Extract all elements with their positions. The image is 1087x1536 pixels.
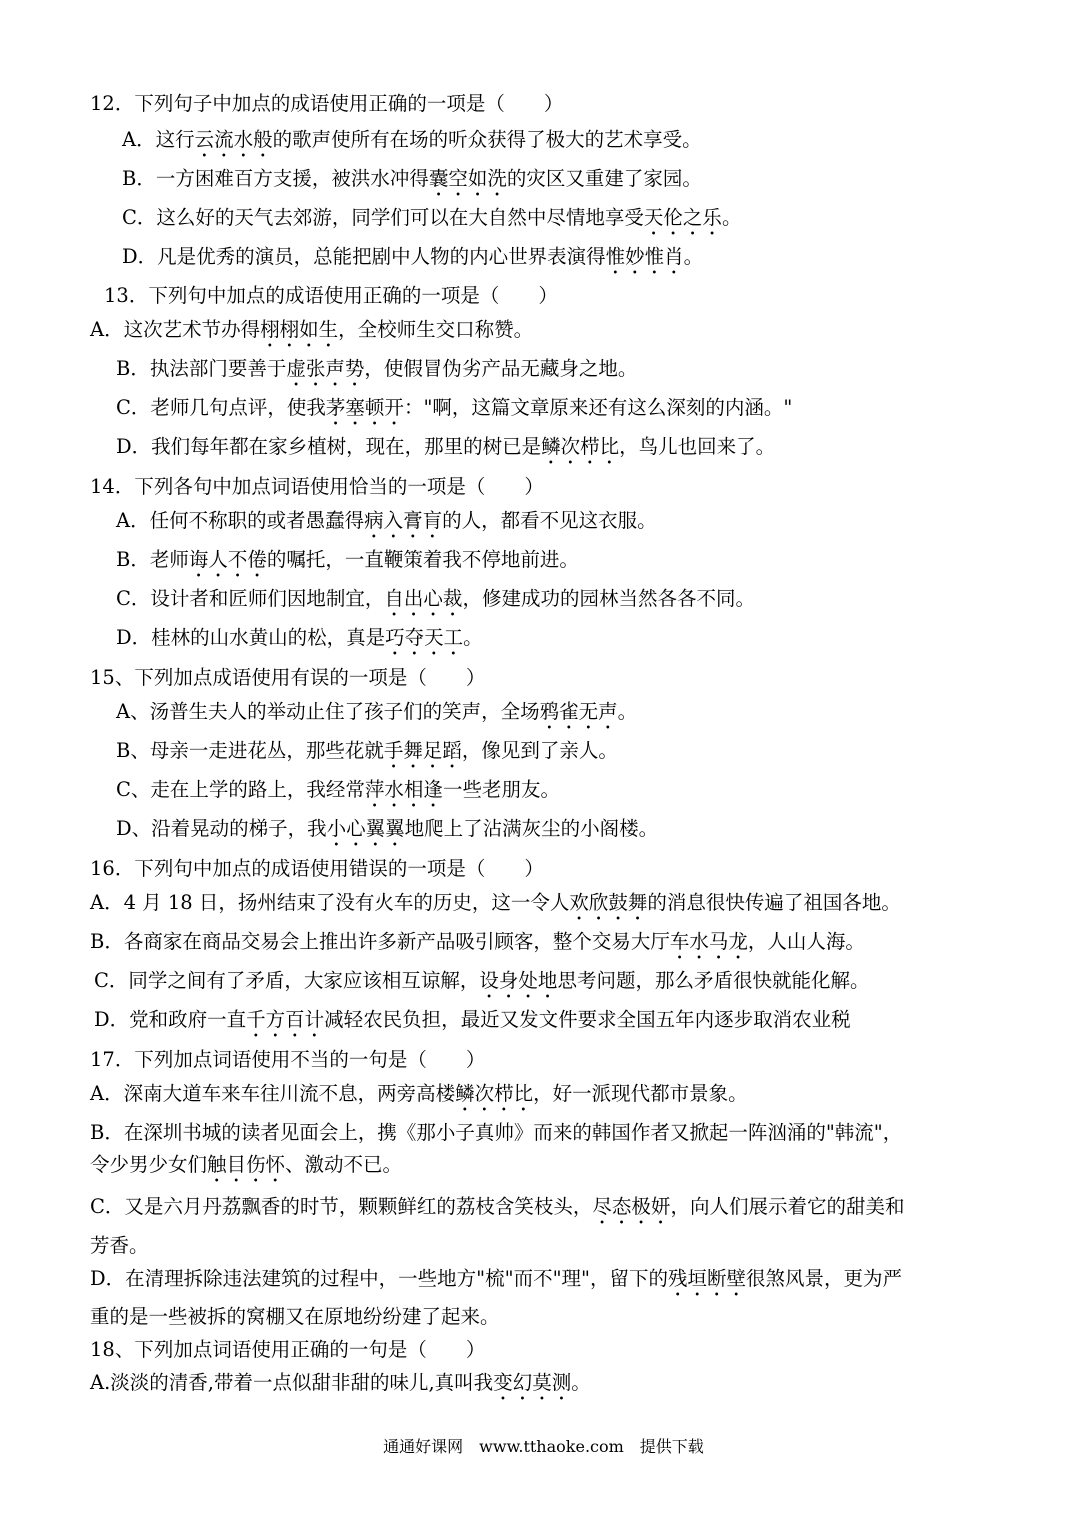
idiom-emphasis: 诲人不倦 bbox=[188, 548, 267, 571]
question-13-stem: 13．下列句中加点的成语使用正确的一项是（ ） bbox=[104, 284, 558, 307]
q17-option-b: B．在深圳书城的读者见面会上，携《那小子真帅》而来的韩国作者又掀起一阵汹涌的"韩流"， bbox=[90, 1121, 903, 1144]
idiom-emphasis: 天伦之乐 bbox=[643, 206, 722, 229]
idiom-emphasis: 囊空如洗 bbox=[428, 167, 507, 190]
q15-option-d: D、沿着晃动的梯子，我小心翼翼地爬上了沾满灰尘的小阁楼。 bbox=[116, 817, 659, 840]
page-footer: 通通好课网 www.tthaoke.com 提供下载 bbox=[383, 1437, 704, 1456]
q16-option-d: D．党和政府一直千方百计减轻农民负担，最近又发文件要求全国五年内逐步取消农业税 bbox=[94, 1008, 851, 1031]
idiom-emphasis: 栩栩如生 bbox=[260, 318, 339, 341]
q17-option-a: A．深南大道车来车往川流不息，两旁高楼鳞次栉比，好一派现代都市景象。 bbox=[90, 1082, 748, 1105]
q18-option-a: A.淡淡的清香,带着一点似甜非甜的味儿,真叫我变幻莫测。 bbox=[90, 1371, 591, 1394]
q13-option-b: B．执法部门要善于虚张声势，使假冒伪劣产品无藏身之地。 bbox=[116, 357, 638, 380]
question-15-stem: 15、下列加点成语使用有误的一项是（ ） bbox=[90, 666, 486, 689]
q13-option-a: A．这次艺术节办得栩栩如生，全校师生交口称赞。 bbox=[90, 318, 534, 341]
idiom-emphasis: 病入膏肓 bbox=[364, 509, 443, 532]
question-18-stem: 18、下列加点词语使用正确的一句是（ ） bbox=[90, 1338, 486, 1361]
q12-option-b: B．一方困难百方支援，被洪水冲得囊空如洗的灾区又重建了家园。 bbox=[122, 167, 702, 190]
q16-option-b: B．各商家在商品交易会上推出许多新产品吸引顾客，整个交易大厅车水马龙，人山人海。 bbox=[90, 930, 865, 953]
idiom-emphasis: 鳞次栉比 bbox=[541, 435, 620, 458]
q12-option-c: C．这么好的天气去郊游，同学们可以在大自然中尽情地享受天伦之乐。 bbox=[122, 206, 742, 229]
idiom-emphasis: 尽态极妍 bbox=[592, 1195, 671, 1218]
q13-option-c: C．老师几句点评，使我茅塞顿开："啊，这篇文章原来还有这么深刻的内涵。" bbox=[116, 396, 793, 419]
idiom-emphasis: 手舞足蹈 bbox=[383, 739, 462, 762]
question-16-stem: 16．下列句中加点的成语使用错误的一项是（ ） bbox=[90, 857, 544, 880]
q15-option-a: A、汤普生夫人的举动止住了孩子们的笑声，全场鸦雀无声。 bbox=[116, 700, 638, 723]
idiom-emphasis: 萍水相逢 bbox=[364, 778, 443, 801]
idiom-emphasis: 巧夺天工 bbox=[385, 626, 464, 649]
idiom-emphasis: 变幻莫测 bbox=[493, 1371, 572, 1394]
q17-option-d: D．在清理拆除违法建筑的过程中，一些地方"梳"而不"理"，留下的残垣断壁很煞风景，更为严 bbox=[90, 1267, 903, 1290]
q15-option-c: C、走在上学的路上，我经常萍水相逢一些老朋友。 bbox=[116, 778, 560, 801]
q17-option-c-cont: 芳香。 bbox=[90, 1234, 149, 1257]
idiom-emphasis: 虚张声势 bbox=[286, 357, 365, 380]
idiom-emphasis: 鸦雀无声 bbox=[539, 700, 618, 723]
idiom-emphasis: 茅塞顿开 bbox=[325, 396, 404, 419]
q17-option-b-cont: 令少男少女们触目伤怀、激动不已。 bbox=[90, 1153, 403, 1176]
idiom-emphasis: 车水马龙 bbox=[669, 930, 748, 953]
q14-option-b: B．老师诲人不倦的嘱托，一直鞭策着我不停地前进。 bbox=[116, 548, 579, 571]
idiom-emphasis: 自出心裁 bbox=[384, 587, 463, 610]
idiom-emphasis: 鳞次栉比 bbox=[455, 1082, 534, 1105]
q14-option-a: A．任何不称职的或者愚蠢得病入膏肓的人，都看不见这衣服。 bbox=[116, 509, 657, 532]
idiom-emphasis: 触目伤怀 bbox=[207, 1153, 286, 1176]
q17-option-d-cont: 重的是一些被拆的窝棚又在原地纷纷建了起来。 bbox=[90, 1305, 500, 1328]
question-12-stem: 12．下列句子中加点的成语使用正确的一项是（ ） bbox=[90, 92, 564, 115]
q15-option-b: B、母亲一走进花丛，那些花就手舞足蹈，像见到了亲人。 bbox=[116, 739, 618, 762]
q14-option-d: D．桂林的山水黄山的松，真是巧夺天工。 bbox=[116, 626, 483, 649]
q16-option-c: C．同学之间有了矛盾，大家应该相互谅解，设身处地思考问题，那么矛盾很快就能化解。 bbox=[94, 969, 870, 992]
idiom-emphasis: 设身处地 bbox=[479, 969, 558, 992]
idiom-emphasis: 欢欣鼓舞 bbox=[569, 891, 648, 914]
question-17-stem: 17．下列加点词语使用不当的一句是（ ） bbox=[90, 1048, 486, 1071]
question-14-stem: 14．下列各句中加点词语使用恰当的一项是（ ） bbox=[90, 475, 544, 498]
q14-option-c: C．设计者和匠师们因地制宜，自出心裁，修建成功的园林当然各各不同。 bbox=[116, 587, 755, 610]
q13-option-d: D．我们每年都在家乡植树，现在，那里的树已是鳞次栉比，鸟儿也回来了。 bbox=[116, 435, 776, 458]
idiom-emphasis: 惟妙惟肖 bbox=[605, 245, 684, 268]
idiom-emphasis: 千方百计 bbox=[246, 1008, 325, 1031]
q12-option-a: A．这行云流水般的歌声使所有在场的听众获得了极大的艺术享受。 bbox=[122, 128, 702, 151]
q16-option-a: A．4 月 18 日，扬州结束了没有火车的历史，这一令人欢欣鼓舞的消息很快传遍了祖国各地。 bbox=[90, 891, 901, 914]
idiom-emphasis: 小心翼翼 bbox=[326, 817, 405, 840]
q12-option-d: D．凡是优秀的演员，总能把剧中人物的内心世界表演得惟妙惟肖。 bbox=[122, 245, 704, 268]
idiom-emphasis: 残垣断壁 bbox=[668, 1267, 747, 1290]
q17-option-c: C．又是六月丹荔飘香的时节，颗颗鲜红的荔枝含笑枝头，尽态极妍，向人们展示着它的甜美和 bbox=[90, 1195, 905, 1218]
idiom-emphasis: 云流水般 bbox=[194, 128, 273, 151]
